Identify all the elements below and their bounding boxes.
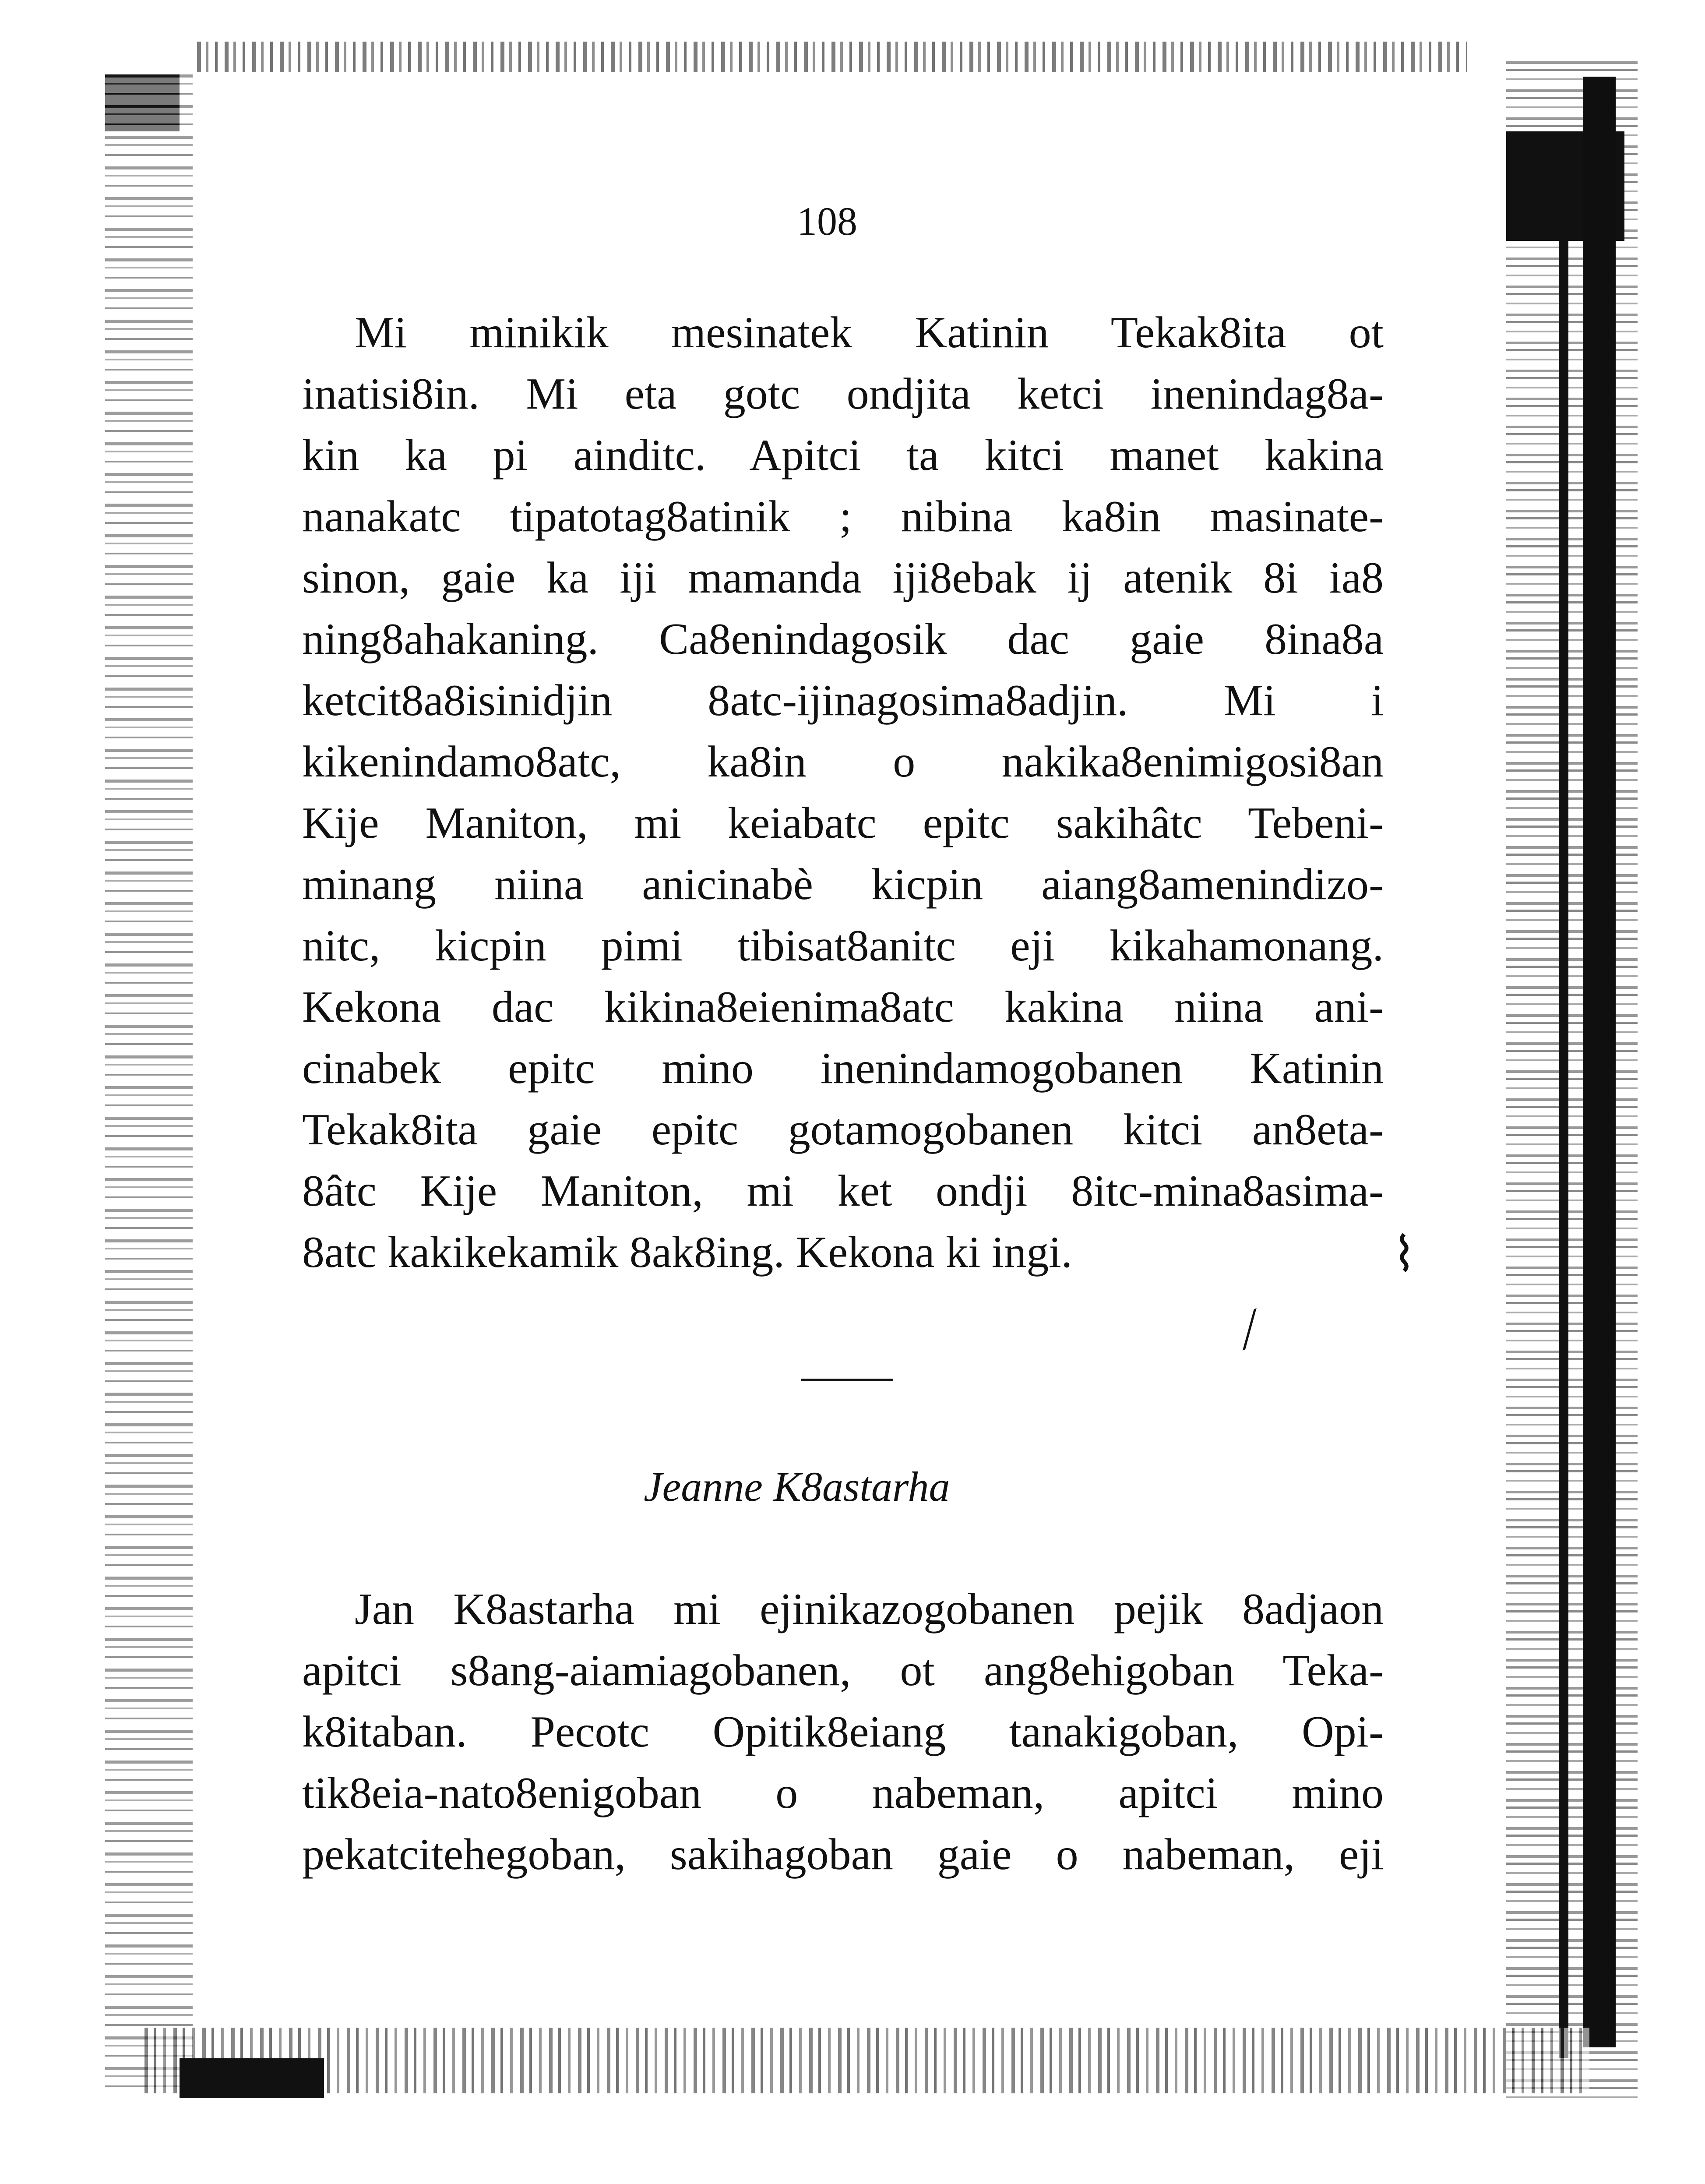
text-line: Kije Maniton, mi keiabatc epitc sakihâtc Tebeni- xyxy=(302,798,1384,848)
section-heading: Jeanne K8astarha xyxy=(644,1463,950,1510)
text-line: nitc, kicpin pimi tibisat8anitc eji kikahamonang. xyxy=(302,921,1384,970)
text-line: k8itaban. Pecotc Opitik8eiang tanakigoban, Opi- xyxy=(302,1707,1384,1757)
text-line: Kekona dac kikina8eienima8atc kakina niina ani- xyxy=(302,982,1384,1032)
scan-border-right xyxy=(1506,61,1638,2098)
text-line: inatisi8in. Mi eta gotc ondjita ketci inenindag8a- xyxy=(302,369,1384,419)
text-line: Tekak8ita gaie epitc gotamogobanen kitci an8eta- xyxy=(302,1105,1384,1154)
text-line: ketcit8a8isinidjin 8atc-ijinagosima8adjin. Mi i xyxy=(302,676,1384,725)
ink-mark: ⟋ xyxy=(1226,1302,1274,1359)
scan-binding-bar xyxy=(1583,77,1616,2047)
text-line: nanakatc tipatotag8atinik ; nibina ka8in masinate- xyxy=(302,492,1384,541)
scan-border-bottom-corner xyxy=(180,2058,324,2098)
text-line: apitci s8ang-aiamiagobanen, ot ang8ehigoban Teka- xyxy=(302,1646,1384,1695)
text-line: sinon, gaie ka iji mamanda iji8ebak ij atenik 8i ia8 xyxy=(302,553,1384,603)
text-line: Mi minikik mesinatek Katinin Tekak8ita ot xyxy=(355,308,1384,357)
text-line: kikenindamo8atc, ka8in o nakika8enimigosi8an xyxy=(302,737,1384,787)
scan-binding-line xyxy=(1559,153,1568,2058)
text-line: tik8eia-nato8enigoban o nabeman, apitci mino xyxy=(302,1768,1384,1818)
ink-mark: ⌇ xyxy=(1392,1228,1416,1281)
scan-border-bottom xyxy=(144,2028,1589,2093)
scan-border-top xyxy=(197,42,1467,72)
text-line: 8âtc Kije Maniton, mi ket ondji 8itc-mina8asima- xyxy=(302,1166,1384,1216)
text-line: 8atc kakikekamik 8ak8ing. Kekona ki ingi. xyxy=(302,1228,1073,1277)
scan-border-left xyxy=(105,74,193,2098)
section-separator xyxy=(801,1379,893,1381)
text-line: Jan K8astarha mi ejinikazogobanen pejik 8adjaon xyxy=(355,1584,1384,1634)
text-line: kin ka pi ainditc. Apitci ta kitci manet kakina xyxy=(302,430,1384,480)
text-line: ning8ahakaning. Ca8enindagosik dac gaie 8ina8a xyxy=(302,614,1384,664)
text-line: minang niina anicinabè kicpin aiang8amenindizo- xyxy=(302,860,1384,909)
page-number: 108 xyxy=(797,199,857,243)
text-line: cinabek epitc mino inenindamogobanen Katinin xyxy=(302,1044,1384,1093)
text-line: pekatcitehegoban, sakihagoban gaie o nabeman, eji xyxy=(302,1830,1384,1879)
